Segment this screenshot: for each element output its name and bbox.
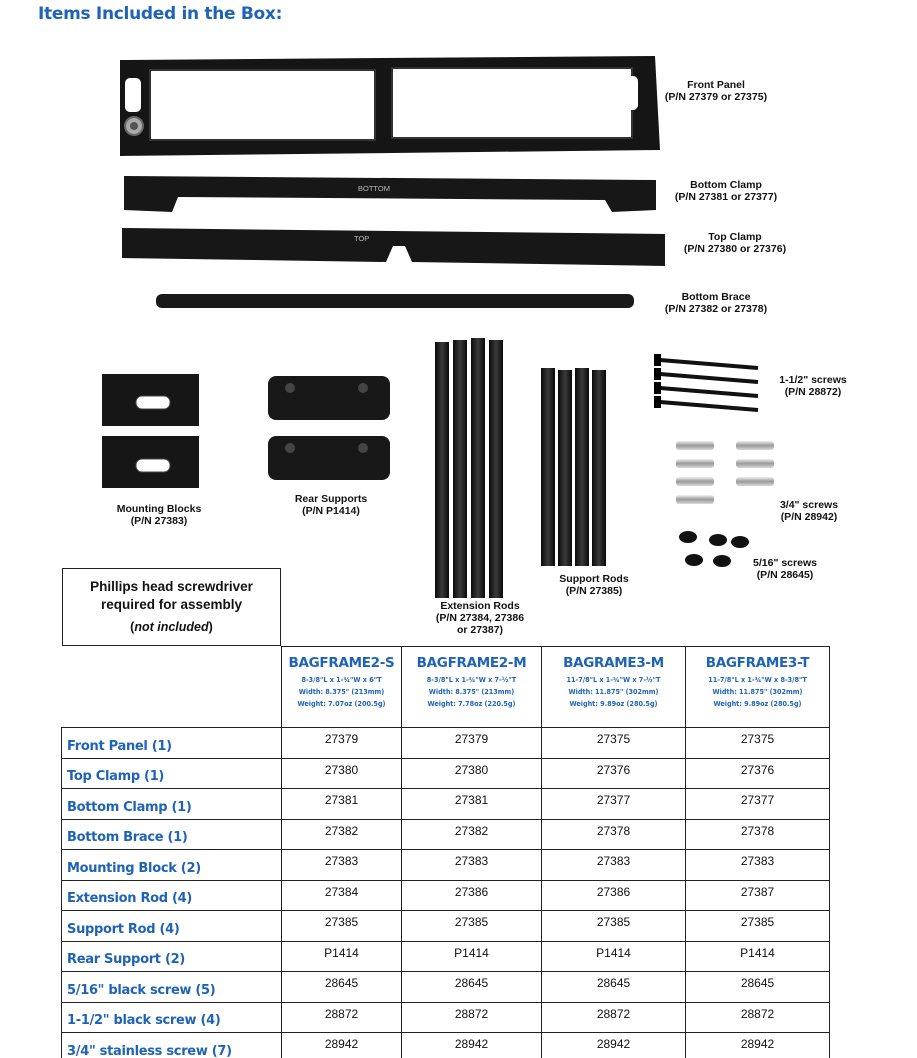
table-row — [62, 728, 830, 759]
label-bottom-brace: Bottom Brace (P/N 27382 or 27378) — [664, 291, 768, 315]
part-number-cell: P1414 — [402, 941, 542, 972]
table-row — [62, 941, 830, 972]
part-name-cell: Front Panel (1) — [62, 728, 282, 759]
part-number-cell: 27376 — [542, 758, 686, 789]
part-name-cell: Extension Rod (4) — [62, 880, 282, 911]
part-number-cell: 27384 — [282, 880, 402, 911]
part-name-cell: 5/16" black screw (5) — [62, 972, 282, 1003]
parts-table — [61, 646, 830, 1058]
part-number-cell: 28645 — [542, 972, 686, 1003]
table-row — [62, 758, 830, 789]
model-header: BAGRAME3-M 11-7/8"L x 1-¾"W x 7-½"T Width: 11.875" (302mm) Weight: 9.89oz (280.5g) — [542, 647, 686, 728]
top-clamp-part — [122, 228, 665, 266]
top-engraving: TOP — [354, 234, 370, 243]
part-number-cell: 27385 — [402, 911, 542, 942]
part-number-cell: 28872 — [686, 1002, 830, 1033]
page-heading: Items Included in the Box: — [38, 4, 283, 24]
label-extension-rods: Extension Rods (P/N 27384, 27386 or 27387) — [435, 600, 525, 636]
part-number-cell: 27381 — [282, 789, 402, 820]
bottom-engraving: BOTTOM — [358, 184, 390, 193]
table-row — [62, 850, 830, 881]
label-short-screws: 5/16" screws (P/N 28645) — [753, 557, 817, 581]
part-number-cell: 27383 — [542, 850, 686, 881]
front-panel-part — [120, 56, 660, 156]
support-rods-part — [541, 368, 606, 566]
model-header: BAGFRAME2-S 8-3/8"L x 1-¾"W x 6"T Width: 8.375" (213mm) Weight: 7.07oz (200.5g) — [282, 647, 402, 728]
table-header-row — [62, 647, 830, 728]
mounting-blocks-part — [102, 374, 199, 488]
long-screws-part — [654, 354, 758, 410]
part-number-cell: 27385 — [282, 911, 402, 942]
part-number-cell: 27386 — [542, 880, 686, 911]
part-number-cell: 27379 — [282, 728, 402, 759]
part-number-cell: 28645 — [402, 972, 542, 1003]
part-number-cell: 28942 — [686, 1033, 830, 1058]
part-number-cell: 28872 — [542, 1002, 686, 1033]
part-number-cell: 27380 — [402, 758, 542, 789]
header-blank-cell — [62, 647, 282, 728]
part-number-cell: 27379 — [402, 728, 542, 759]
extension-rods-part — [435, 338, 503, 598]
part-number-cell: 27377 — [542, 789, 686, 820]
label-rear-supports: Rear Supports (P/N P1414) — [294, 493, 368, 517]
part-number-cell: 27386 — [402, 880, 542, 911]
part-name-cell: 1-1/2" black screw (4) — [62, 1002, 282, 1033]
part-number-cell: 27381 — [402, 789, 542, 820]
part-number-cell: 27387 — [686, 880, 830, 911]
part-number-cell: 27385 — [542, 911, 686, 942]
model-header: BAGFRAME3-T 11-7/8"L x 1-¾"W x 8-3/8"T Width: 11.875" (302mm) Weight: 9.89oz (280.5g) — [686, 647, 830, 728]
part-name-cell: Support Rod (4) — [62, 911, 282, 942]
part-number-cell: 27382 — [402, 819, 542, 850]
part-number-cell: P1414 — [282, 941, 402, 972]
label-bottom-clamp: Bottom Clamp (P/N 27381 or 27377) — [674, 179, 778, 203]
table-row — [62, 1002, 830, 1033]
part-name-cell: Top Clamp (1) — [62, 758, 282, 789]
label-long-screws: 1-1/2" screws (P/N 28872) — [779, 374, 847, 398]
part-number-cell: 27380 — [282, 758, 402, 789]
part-number-cell: 28942 — [402, 1033, 542, 1058]
label-top-clamp: Top Clamp (P/N 27380 or 27376) — [683, 231, 787, 255]
part-name-cell: Bottom Clamp (1) — [62, 789, 282, 820]
part-number-cell: 28872 — [282, 1002, 402, 1033]
bottom-brace-part — [156, 294, 634, 308]
table-row — [62, 789, 830, 820]
part-number-cell: 27376 — [686, 758, 830, 789]
part-number-cell: 28645 — [282, 972, 402, 1003]
part-number-cell: 27375 — [542, 728, 686, 759]
part-number-cell: 27377 — [686, 789, 830, 820]
part-number-cell: 28645 — [686, 972, 830, 1003]
part-number-cell: 28942 — [282, 1033, 402, 1058]
table-row — [62, 972, 830, 1003]
screwdriver-note — [62, 568, 281, 646]
bottom-clamp-part — [124, 176, 656, 212]
part-number-cell: P1414 — [542, 941, 686, 972]
part-number-cell: 27382 — [282, 819, 402, 850]
part-number-cell: 27385 — [686, 911, 830, 942]
rear-supports-part — [268, 376, 390, 480]
stainless-screws-part — [676, 441, 774, 504]
label-front-panel: Front Panel (P/N 27379 or 27375) — [664, 79, 768, 103]
part-number-cell: 28872 — [402, 1002, 542, 1033]
part-name-cell: 3/4" stainless screw (7) — [62, 1033, 282, 1058]
note-line-3: (not included) — [130, 620, 213, 634]
table-row — [62, 880, 830, 911]
part-name-cell: Bottom Brace (1) — [62, 819, 282, 850]
table-row — [62, 911, 830, 942]
part-number-cell: 28942 — [542, 1033, 686, 1058]
part-number-cell: 27383 — [282, 850, 402, 881]
table-row — [62, 1033, 830, 1058]
model-header: BAGFRAME2-M 8-3/8"L x 1-¾"W x 7-½"T Width: 8.375" (213mm) Weight: 7.78oz (220.5g) — [402, 647, 542, 728]
part-name-cell: Rear Support (2) — [62, 941, 282, 972]
short-screws-part — [679, 531, 749, 567]
part-number-cell: P1414 — [686, 941, 830, 972]
label-support-rods: Support Rods (P/N 27385) — [559, 573, 629, 597]
label-stainless-screws: 3/4" screws (P/N 28942) — [779, 499, 839, 523]
table-row — [62, 819, 830, 850]
part-number-cell: 27375 — [686, 728, 830, 759]
part-name-cell: Mounting Block (2) — [62, 850, 282, 881]
note-line-2: required for assembly — [100, 597, 243, 612]
part-number-cell: 27378 — [542, 819, 686, 850]
note-line-1: Phillips head screwdriver — [90, 579, 253, 594]
part-number-cell: 27378 — [686, 819, 830, 850]
label-mounting-blocks: Mounting Blocks (P/N 27383) — [116, 503, 202, 527]
part-number-cell: 27383 — [686, 850, 830, 881]
part-number-cell: 27383 — [402, 850, 542, 881]
